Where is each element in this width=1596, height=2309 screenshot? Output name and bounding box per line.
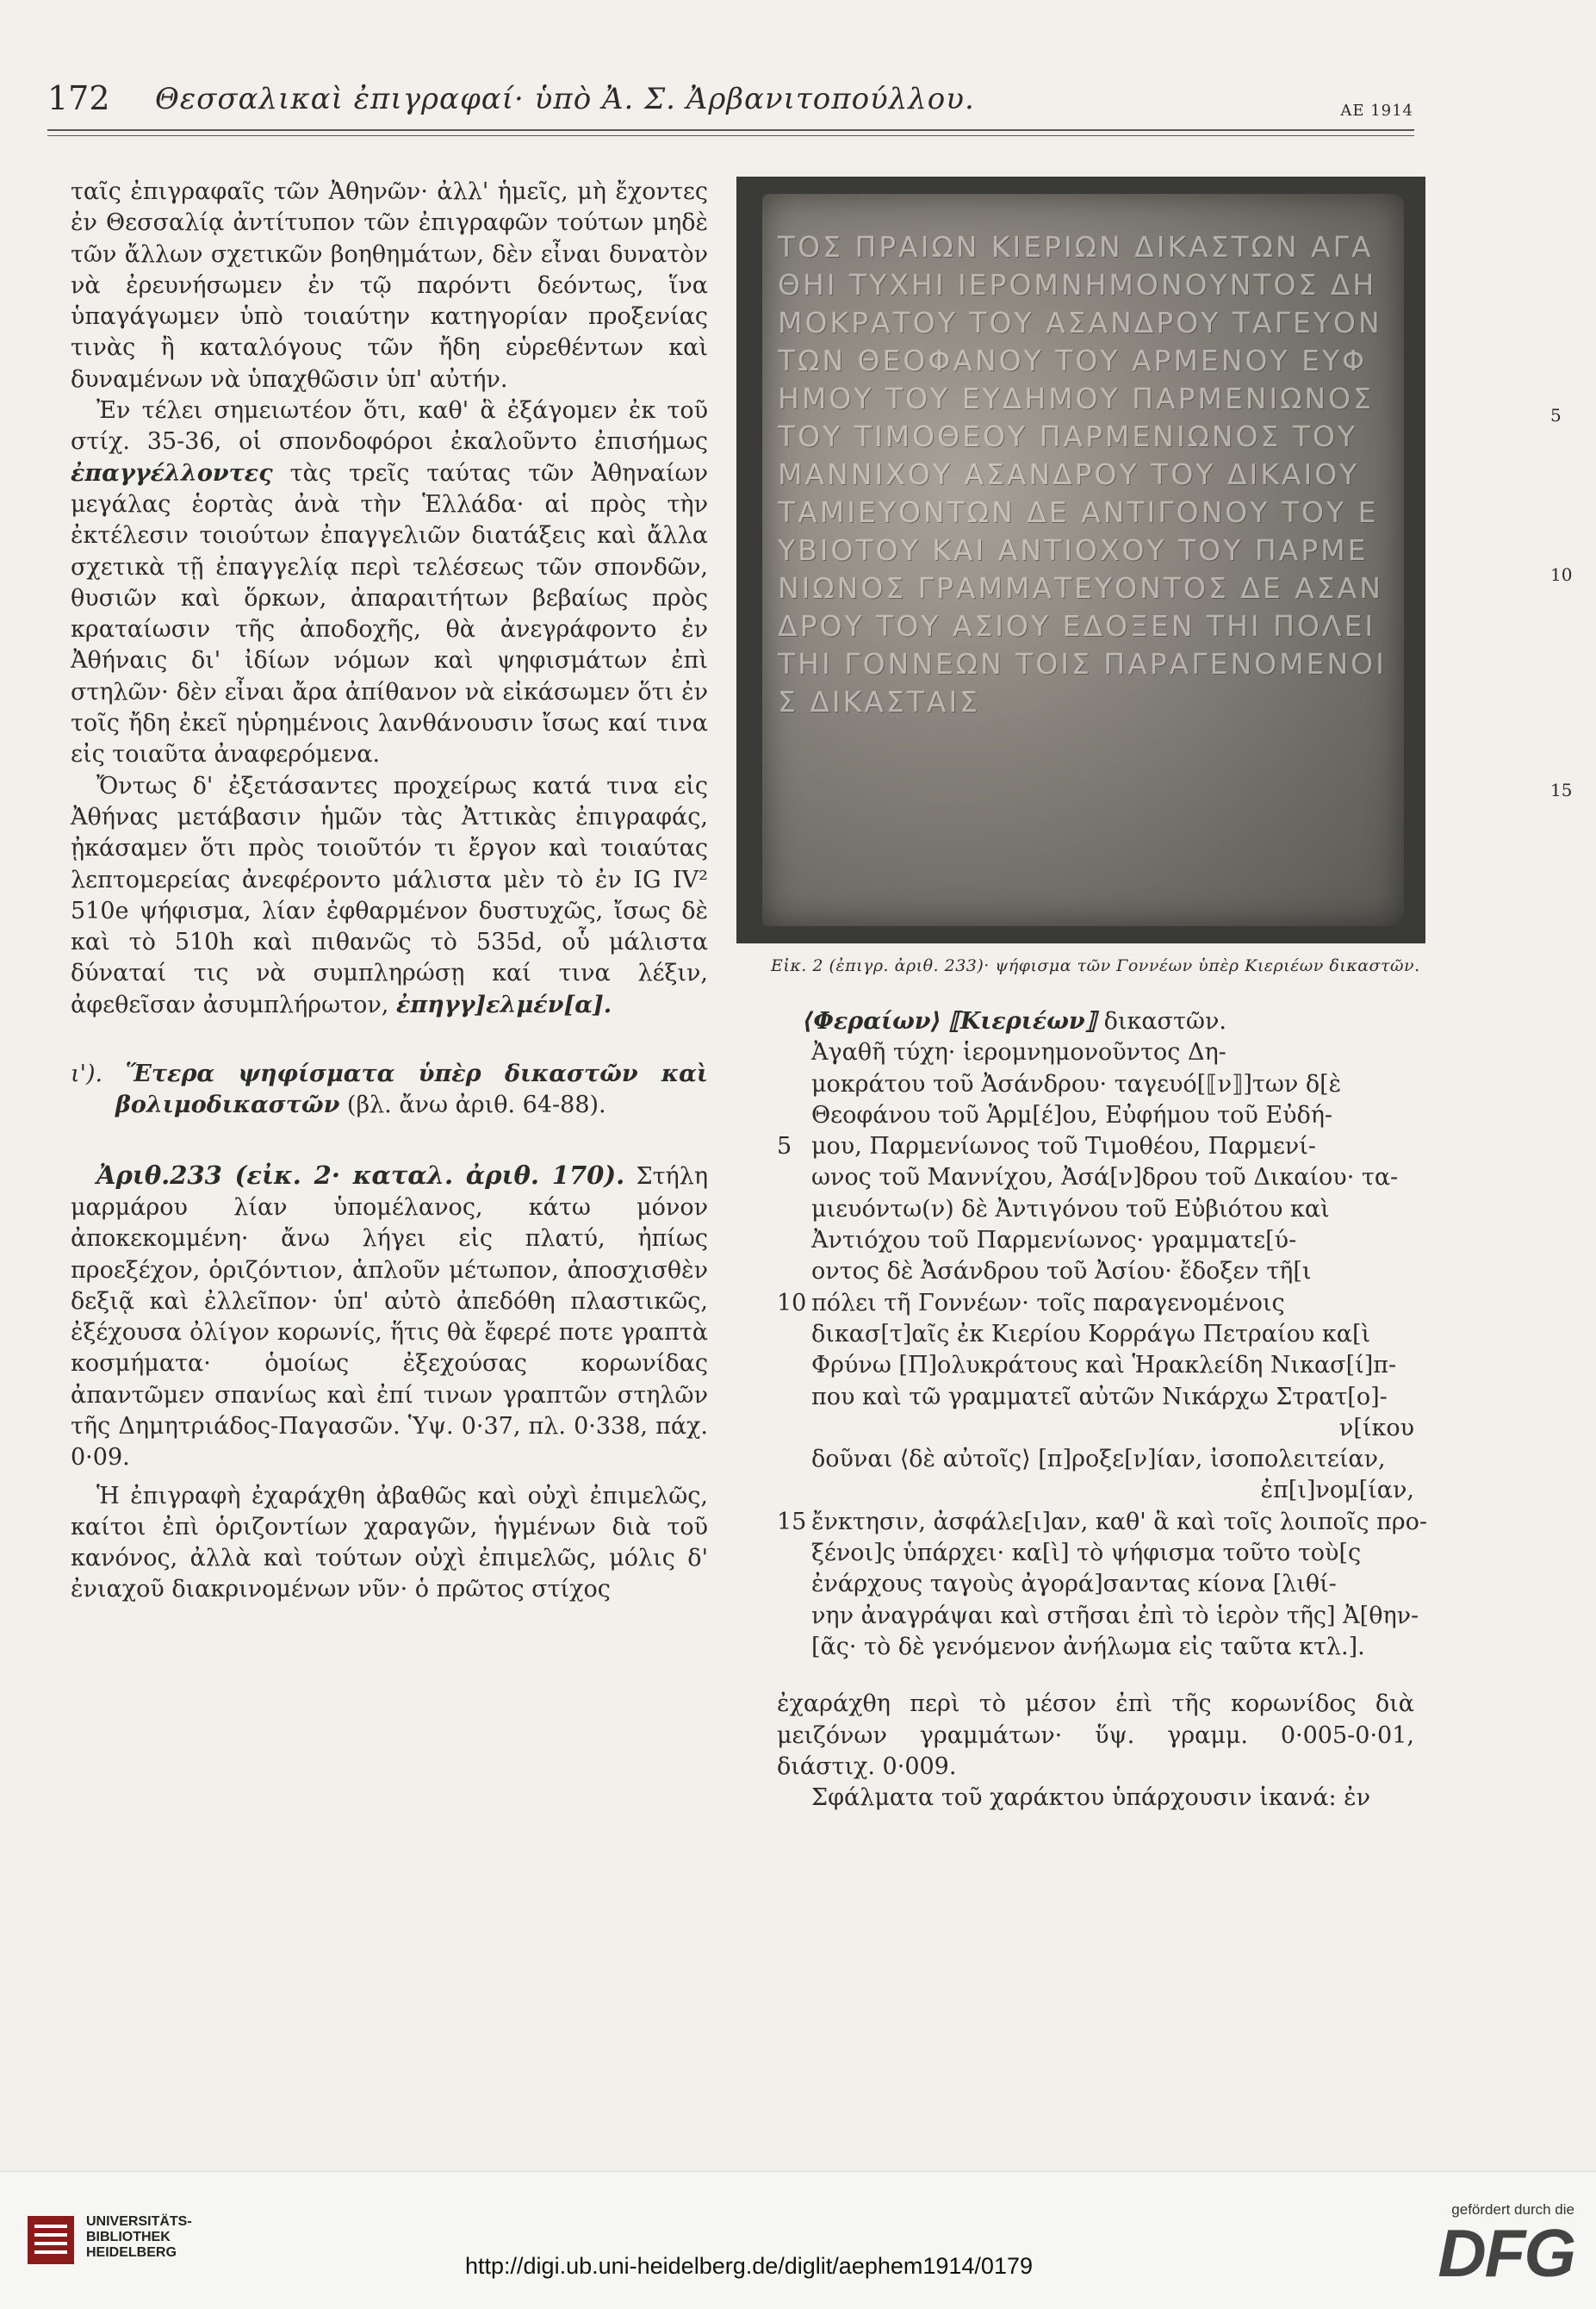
library-seal-icon <box>26 2214 76 2266</box>
line-number: 15 <box>777 1508 807 1535</box>
paragraph: Ἐν τέλει σημειωτέον ὅτι, καθ' ἃ ἐξάγομεν ἐκ τοῦ στίχ. 35-36, οἱ σπονδοφόροι ἐκαλοῦντο ἐπισήμως ἐπαγγέλλοντες τὰς τρεῖς ταύτας τῶν Ἀθηναίων μεγάλας ἑορτὰς ἀνὰ τὴν Ἑλλάδα· αἱ πρὸς τὴν ἐκτέλεσιν τοιούτων ἐπαγγελιῶν διατάξεις καὶ ἄλλα σχετικὰ τῇ ἐπαγγελίᾳ περὶ τελέσεως τῶν σπονδῶν, θυσιῶν καὶ ὅρκων, ἀπαραιτήτων βεβαίως πρὸς κραταίωσιν τῆς ἀποδοχῆς, θὰ ἀνεγράφοντο ἐν Ἀθήναις δι' ἰδίων νόμων καὶ ψηφισμάτων ἐπὶ στηλῶν· δὲν εἶναι ἄρα ἀπίθανον νὰ εἰκάσωμεν ὅτι ἐν τοῖς ἤδη ἐκεῖ ηὑρημένοις λανθάνουσιν ἴσως καί τινα εἰς τοιαῦτα ἀναφερόμενα. <box>71 397 708 769</box>
paragraph: Ὄντως δ' ἐξετάσαντες προχείρως κατά τινα εἰς Ἀθήνας μετάβασιν ἡμῶν τὰς Ἀττικὰς ἐπιγραφάς, ᾐκάσαμεν ὅτι πρὸς τοιοῦτόν τι ἔργον καὶ τοιαύτας λεπτομερείας ἀνεφέροντο μάλιστα μὲν τὸ ἐν IG IV² 510e ψήφισμα, λίαν ἐφθαρμένον δυστυχῶς, ἴσως δὲ καὶ τὸ 510h καὶ πιθανῶς τὸ 535d, οὗ μάλιστα δύναταί τις νὰ συμπληρώσῃ καί τινα λέξιν, ἀφεθεῖσαν ἀσυμπλήρωτον, ἐπηγγ]ελμέν[α]. <box>71 772 708 1018</box>
logo-text: HEIDELBERG <box>86 2245 177 2260</box>
page-number: 172 <box>47 79 110 117</box>
journal-label: ΑΕ 1914 <box>1340 102 1413 120</box>
line-text: δικασ[τ]αῖς ἐκ Κιερίου Κορράγω Πετραίου κα[ὶ <box>811 1320 1371 1347</box>
inscription-line <box>777 1288 1414 1319</box>
inscription-line <box>777 1100 1414 1131</box>
line-text: μοκράτου τοῦ Ἀσάνδρου· ταγευό[⟦ν⟧]των δ[ὲ <box>811 1070 1342 1098</box>
section-heading: ι'). Ἕτερα ψηφίσματα ὑπὲρ δικαστῶν καὶ βολιμοδικαστῶν (βλ. ἄνω ἀριθ. 64-88). <box>71 1061 708 1119</box>
line-marker: 10 <box>1550 564 1573 585</box>
line-text: Θεοφάνου τοῦ Ἁρμ[έ]ου, Εὐφήμου τοῦ Εὐδή- <box>811 1101 1333 1129</box>
line-text: οντος δὲ Ἀσάνδρου τοῦ Ἀσίου· ἔδοξεν τῆ[ι <box>811 1258 1312 1285</box>
left-column <box>71 177 708 1606</box>
line-text: νην ἀναγράψαι καὶ στῆσαι ἐπὶ τὸ ἱερὸν τῆς] Ἀ[θην- <box>811 1602 1419 1629</box>
paragraph: Ἡ ἐπιγραφὴ ἐχαράχθη ἀβαθῶς καὶ οὐχὶ ἐπιμελῶς, καίτοι ἐπὶ ὁριζοντίων χαραγῶν, ἡγμένων διὰ τοῦ κανόνος, ἀλλὰ καὶ τούτων οὐχὶ ἐπιμελῶς, μόλις δ' ἐνιαχοῦ διακρινομένων νῦν· ὁ πρῶτος στίχος <box>71 1482 708 1603</box>
inscription-line <box>777 1131 1414 1162</box>
inscription-line <box>777 1256 1414 1287</box>
line-text: ξένοι]ς ὑπάρχει· κα[ὶ] τὸ ψήφισμα τοῦτο τοὺ[ς <box>811 1540 1362 1567</box>
paragraph: ταῖς ἐπιγραφαῖς τῶν Ἀθηνῶν· ἀλλ' ἡμεῖς, μὴ ἔχοντες ἐν Θεσσαλίᾳ ἀντίτυπον τῶν ἐπιγραφῶν τούτων μηδὲ τῶν ἄλλων σχετικῶν βοηθημάτων, δὲν εἶναι δυνατὸν νὰ ἐρευνήσωμεν ἐν τῷ παρόντι δεόντως, ἵνα ὑπαγάγωμεν ὑπὸ τοιαύτην κατηγορίαν προξενίας τινὰς ἢ καταλόγους τῶν ἤδη εὑρεθέντων καὶ δυναμένων νὰ ὑπαχθῶσιν ὑπ' αὐτήν. <box>71 178 708 393</box>
inscription-line <box>777 1632 1414 1663</box>
inscription-line <box>777 1037 1414 1068</box>
line-marker: 5 <box>1550 405 1562 426</box>
line-text: μου, Παρμενίωνος τοῦ Τιμοθέου, Παρμενί- <box>811 1133 1316 1161</box>
line-text: Ἀντιόχου τοῦ Παρμενίωνος· γραμματε[ύ- <box>811 1227 1297 1254</box>
line-text: ἐπ[ι]νομ[ίαν, <box>1260 1477 1414 1504</box>
logo-text: UNIVERSITÄTS- <box>86 2214 192 2229</box>
inscription-line <box>777 1444 1414 1475</box>
line-number: 10 <box>777 1289 807 1316</box>
sponsor-text: gefördert durch die <box>1451 2201 1574 2218</box>
line-text: ν[ίκου <box>1338 1414 1414 1441</box>
inscription-line <box>777 1601 1419 1632</box>
running-title: Θεσσαλικαὶ ἐπιγραφαί· ὑπὸ Ἀ. Σ. Ἀρβανιτοπούλλου. <box>155 82 975 116</box>
paragraph: Ἀριθ.233 (εἰκ. 2· καταλ. ἀριθ. 170). Στήλη μαρμάρου λίαν ὑπομέλανος, κάτω μόνον ἀποκεκομμένη· ἄνω λήγει εἰς πλατύ, ἠπίως προεξέχον, ὁριζόντιον, ἁπλοῦν μέτωπον, ἀποσχισθὲν δεξιᾷ καὶ ἐλλεῖπον· ὑπ' αὐτὸ ἀπεδόθη πλαστικῶς, ἐξέχουσα ὀλίγον κορωνίς, ἥτις θὰ ἔφερέ ποτε γραπτὰ κοσμήματα· ὁμοίως ἐξεχούσας κορωνίδας ἀπαντῶμεν σπανίως καὶ ἐπί τινων γραπτῶν στηλῶν τῆς Δημητριάδος-Παγασῶν. Ὑψ. 0·37, πλ. 0·338, πάχ. 0·09. <box>71 1160 708 1472</box>
inscription-line <box>777 1413 1414 1444</box>
line-number: 5 <box>777 1133 792 1161</box>
inscription-line <box>777 1507 1428 1538</box>
line-text: δοῦναι ⟨δὲ αὐτοῖς⟩ [π]ροξε[ν]ίαν, ἰσοπολειτείαν, <box>811 1446 1386 1473</box>
line-text: ἐνάρχους ταγοὺς ἀγορά]σαντας κίονα [λιθί- <box>811 1571 1337 1598</box>
line-text: Φρύνω [Π]ολυκράτους καὶ Ἡρακλείδη Νικασ[ί]π- <box>811 1352 1397 1379</box>
inscription-line <box>777 1069 1414 1100</box>
line-text: ἔνκτησιν, ἀσφάλε[ι]αν, καθ' ἃ καὶ τοῖς λοιποῖς προ- <box>811 1508 1428 1535</box>
inscription-line <box>777 1319 1414 1350</box>
inscription-line <box>777 1194 1414 1225</box>
inscription-line <box>777 1350 1414 1381</box>
line-text: ωνος τοῦ Μαννίχου, Ἀσά[ν]δρου τοῦ Δικαίου· τα- <box>811 1164 1399 1192</box>
dfg-wordmark: DFG <box>1438 2215 1574 2291</box>
inscription-line <box>777 1569 1414 1600</box>
footer-bar <box>0 2171 1596 2309</box>
dfg-logo[interactable] <box>1438 2201 1574 2291</box>
line-text: μιευόντω(ν) δὲ Ἀντιγόνου τοῦ Εὐβιότου καὶ <box>811 1195 1330 1223</box>
inscription-text <box>777 1006 1428 1814</box>
inscription-line <box>777 1382 1414 1413</box>
header-rule-thin <box>47 135 1414 136</box>
commentary: ἐχαράχθη περὶ τὸ μέσον ἐπὶ τῆς κορωνίδος διὰ μειζόνων γραμμάτων· ὕψ. γραμμ. 0·005-0·01, διάστιχ. 0·009. Σφάλματα τοῦ χαράκτου ὑπάρχουσιν ἱκανά: ἐν <box>777 1690 1414 1812</box>
line-text: Ἀγαθῆ τύχη· ἱερομνημονοῦντος Δη- <box>811 1039 1226 1067</box>
inscription-line <box>777 1225 1414 1256</box>
inscription-heading: ⟨Φεραίων⟩ ⟦Κιεριέων⟧ δικαστῶν. <box>803 1008 1226 1035</box>
stele-image <box>762 194 1404 926</box>
inscription-photo <box>736 177 1425 943</box>
logo-text: BIBLIOTHEK <box>86 2230 171 2244</box>
inscription-line <box>777 1475 1414 1506</box>
line-text: πόλει τῆ Γοννέων· τοῖς παραγενομένοις <box>811 1289 1285 1316</box>
inscription-line <box>777 1162 1414 1193</box>
figure-caption: Εἰκ. 2 (ἐπιγρ. ἀριθ. 233)· ψήφισμα τῶν Γοννέων ὑπὲρ Κιεριέων δικαστῶν. <box>771 956 1420 975</box>
line-text: που καὶ τῶ γραμματεῖ αὐτῶν Νικάρχω Στρατ[ο]- <box>811 1383 1388 1410</box>
stele-inscription: ΤΟΣ ΠΡΑΙΩΝ ΚΙΕΡΙΩΝ ΔΙΚΑΣΤΩΝ ΑΓΑΘΗΙ ΤΥΧΗΙ ΙΕΡΟΜΝΗΜΟΝΟΥΝΤΟΣ ΔΗΜΟΚΡΑΤΟΥ ΤΟΥ ΑΣΑΝΔΡΟΥ ΤΑΓΕΥΟΝΤΩΝ ΘΕΟΦΑΝΟΥ ΤΟΥ ΑΡΜΕΝΟΥ ΕΥΦΗΜΟΥ ΤΟΥ ΕΥΔΗΜΟΥ ΠΑΡΜΕΝΙΩΝΟΣ ΤΟΥ ΤΙΜΟΘΕΟΥ ΠΑΡΜΕΝΙΩΝΟΣ ΤΟΥ ΜΑΝΝΙΧΟΥ ΑΣΑΝΔΡΟΥ ΤΟΥ ΔΙΚΑΙΟΥ ΤΑΜΙΕΥΟΝΤΩΝ ΔΕ ΑΝΤΙΓΟΝΟΥ ΤΟΥ ΕΥΒΙΟΤΟΥ ΚΑΙ ΑΝΤΙΟΧΟΥ ΤΟΥ ΠΑΡΜΕΝΙΩΝΟΣ ΓΡΑΜΜΑΤΕΥΟΝΤΟΣ ΔΕ ΑΣΑΝΔΡΟΥ ΤΟΥ ΑΣΙΟΥ ΕΔΟΞΕΝ ΤΗΙ ΠΟΛΕΙ ΤΗΙ ΓΟΝΝΕΩΝ ΤΟΙΣ ΠΑΡΑΓΕΝΟΜΕΝΟΙΣ ΔΙΚΑΣΤΑΙΣ <box>778 230 1387 719</box>
line-marker: 15 <box>1550 780 1573 800</box>
header-rule <box>47 129 1414 131</box>
source-url-link[interactable]: http://digi.ub.uni-heidelberg.de/diglit/aephem1914/0179 <box>465 2253 1033 2279</box>
inscription-line <box>777 1538 1414 1569</box>
line-text: [ᾶς· τὸ δὲ γενόμενον ἀνήλωμα εἰς ταῦτα κτλ.]. <box>811 1633 1365 1660</box>
